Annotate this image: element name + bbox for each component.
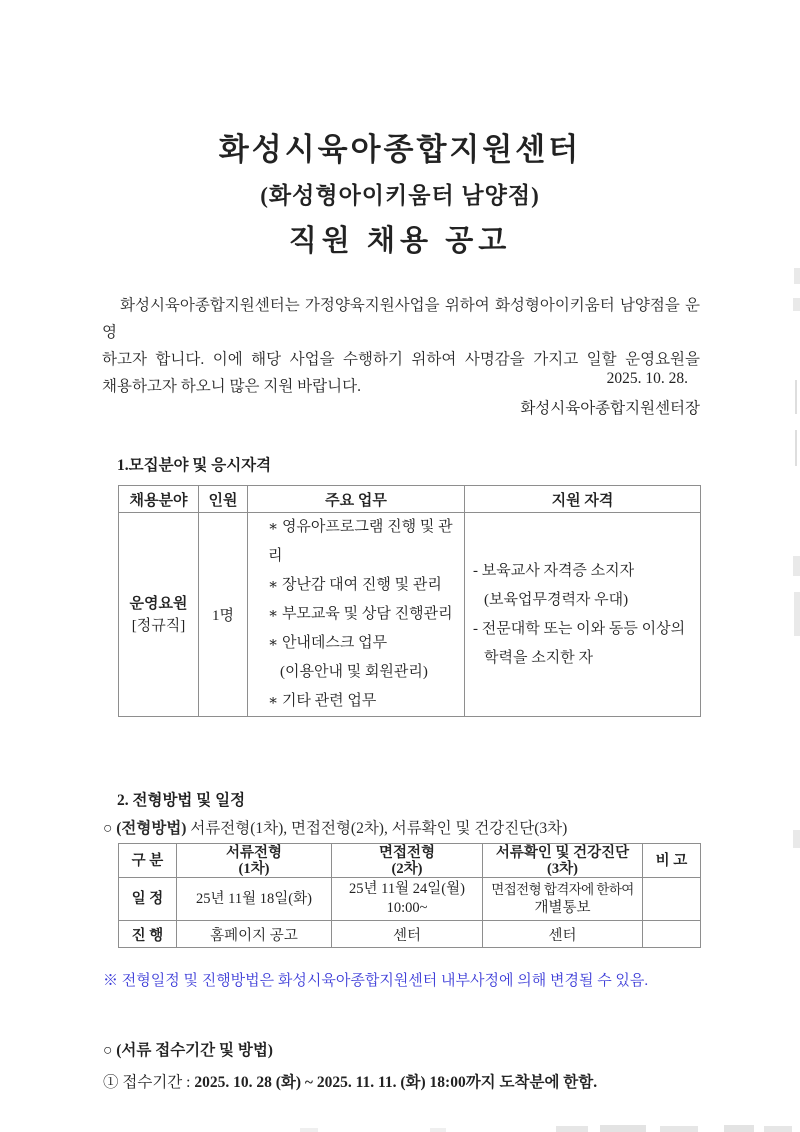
scan-artifact xyxy=(794,592,800,636)
duty-item: ∗ 부모교육 및 상담 진행관리 xyxy=(268,606,453,622)
position-name: 운영요원 xyxy=(129,595,188,612)
cell-remarks-empty xyxy=(643,878,701,921)
cell-headcount: 1명 xyxy=(199,513,248,717)
recruit-table-header-row xyxy=(119,486,701,513)
duty-item: ∗ 안내데스크 업무 xyxy=(268,635,388,651)
header-line: 서류전형 xyxy=(225,844,283,861)
recruit-table xyxy=(118,485,701,717)
scan-artifact xyxy=(430,1128,446,1132)
scan-artifact xyxy=(660,1126,698,1132)
duty-item-continuation: (이용안내 및 회원관리) xyxy=(280,664,428,680)
duty-item: ∗ 장난감 대여 진행 및 관리 xyxy=(268,577,442,593)
col-header-doc-check xyxy=(483,844,643,878)
cell-stage2-method: 센터 xyxy=(332,921,483,948)
col-header-remarks: 비 고 xyxy=(643,844,701,878)
scan-artifact xyxy=(300,1128,318,1132)
schedule-row-method xyxy=(119,921,701,948)
col-header-duties: 주요 업무 xyxy=(248,486,465,513)
cell-line: 면접전형 합격자에 한하여 xyxy=(491,882,634,897)
header-line: (2차) xyxy=(391,860,423,877)
schedule-header-row xyxy=(119,844,701,878)
submission-period-value: 2025. 10. 28 (화) ~ 2025. 11. 11. (화) 18:00까지 도착분에 한함. xyxy=(194,1074,598,1091)
intro-line-3: 채용하고자 하오니 많은 지원 바랍니다. xyxy=(102,378,361,395)
position-type: [정규직] xyxy=(131,617,186,634)
submission-heading-label: (서류 접수기간 및 방법) xyxy=(112,1042,273,1059)
qualification-item-continuation: (보육업무경력자 우대) xyxy=(484,591,629,608)
scan-artifact xyxy=(764,1126,792,1132)
qualification-item: - 전문대학 또는 이와 동등 이상의 xyxy=(473,620,686,637)
circle-bullet-icon: ○ xyxy=(103,1042,113,1059)
col-header-interview xyxy=(332,844,483,878)
cell-stage1-date: 25년 11월 18일(화) xyxy=(177,878,332,921)
schedule-row-date xyxy=(119,878,701,921)
col-header-doc-screening xyxy=(177,844,332,878)
cell-duties xyxy=(248,513,465,717)
cell-stage3-date xyxy=(483,878,643,921)
scan-artifact xyxy=(793,830,800,848)
section2-heading: 2. 전형방법 및 일정 xyxy=(117,792,246,809)
row-label-method: 진 행 xyxy=(119,921,177,948)
cell-stage1-method: 홈페이지 공고 xyxy=(177,921,332,948)
scan-artifact xyxy=(795,430,797,466)
intro-line-1: 화성시육아종합지원센터는 가정양육지원사업을 위하여 화성형아이키움터 남양점을 운영 xyxy=(102,297,700,341)
cell-line: 개별통보 xyxy=(534,900,591,916)
section1-heading: 1.모집분야 및 응시자격 xyxy=(117,457,272,474)
qualification-item: - 보육교사 자격증 소지자 xyxy=(473,562,635,579)
scan-artifact xyxy=(793,298,800,311)
cell-position xyxy=(119,513,199,717)
scan-artifact xyxy=(556,1126,588,1132)
recruit-table-row xyxy=(119,513,701,717)
header-line: (3차) xyxy=(547,860,578,877)
method-line xyxy=(103,816,567,838)
col-header-qualification: 지원 자격 xyxy=(465,486,701,513)
cell-line: 10:00~ xyxy=(386,900,428,916)
cell-line: 25년 11월 24일(월) xyxy=(349,881,465,897)
cell-stage3-method: 센터 xyxy=(483,921,643,948)
schedule-table xyxy=(118,843,701,948)
row-label-schedule: 일 정 xyxy=(119,878,177,921)
issuer-name: 화성시육아종합지원센터장 xyxy=(520,400,700,417)
cell-remarks-empty xyxy=(643,921,701,948)
scan-artifact xyxy=(793,556,800,576)
duty-item: ∗ 기타 관련 업무 xyxy=(268,693,377,709)
header-line: (1차) xyxy=(238,860,270,877)
scan-artifact xyxy=(724,1125,754,1132)
numbered-circle-icon: ① xyxy=(103,1074,119,1091)
submission-period-line xyxy=(103,1070,597,1092)
header-line: 서류확인 및 건강진단 xyxy=(495,844,630,861)
cell-qualifications xyxy=(465,513,701,717)
submission-heading xyxy=(103,1038,273,1060)
doc-type-title: 직원 채용 공고 xyxy=(288,225,512,257)
schedule-change-note: ※ 전형일정 및 진행방법은 화성시육아종합지원센터 내부사정에 의해 변경될 수 있음. xyxy=(103,973,649,989)
col-header-position: 채용분야 xyxy=(119,486,199,513)
col-header-headcount: 인원 xyxy=(199,486,248,513)
qualification-item-continuation: 학력을 소지한 자 xyxy=(484,649,593,666)
scan-artifact xyxy=(600,1125,646,1132)
scan-artifact xyxy=(795,380,797,414)
submission-period-label: 접수기간 : xyxy=(118,1074,195,1091)
doc-title: 화성시육아종합지원센터 xyxy=(218,132,582,167)
doc-subtitle: (화성형아이키움터 남양점) xyxy=(260,183,540,208)
issue-date: 2025. 10. 28. xyxy=(606,370,688,387)
circle-bullet-icon: ○ xyxy=(103,820,113,837)
intro-line-2: 하고자 합니다. 이에 해당 사업을 수행하기 위하여 사명감을 가지고 일할 운영요원을 xyxy=(102,351,700,368)
method-label: (전형방법) xyxy=(116,820,187,837)
col-header-category: 구 분 xyxy=(119,844,177,878)
duty-item: ∗ 영유아프로그램 진행 및 관리 xyxy=(268,519,453,564)
header-line: 면접전형 xyxy=(378,844,436,861)
cell-stage2-date xyxy=(332,878,483,921)
method-text: 서류전형(1차), 면접전형(2차), 서류확인 및 건강진단(3차) xyxy=(186,820,568,837)
scan-artifact xyxy=(794,268,800,284)
